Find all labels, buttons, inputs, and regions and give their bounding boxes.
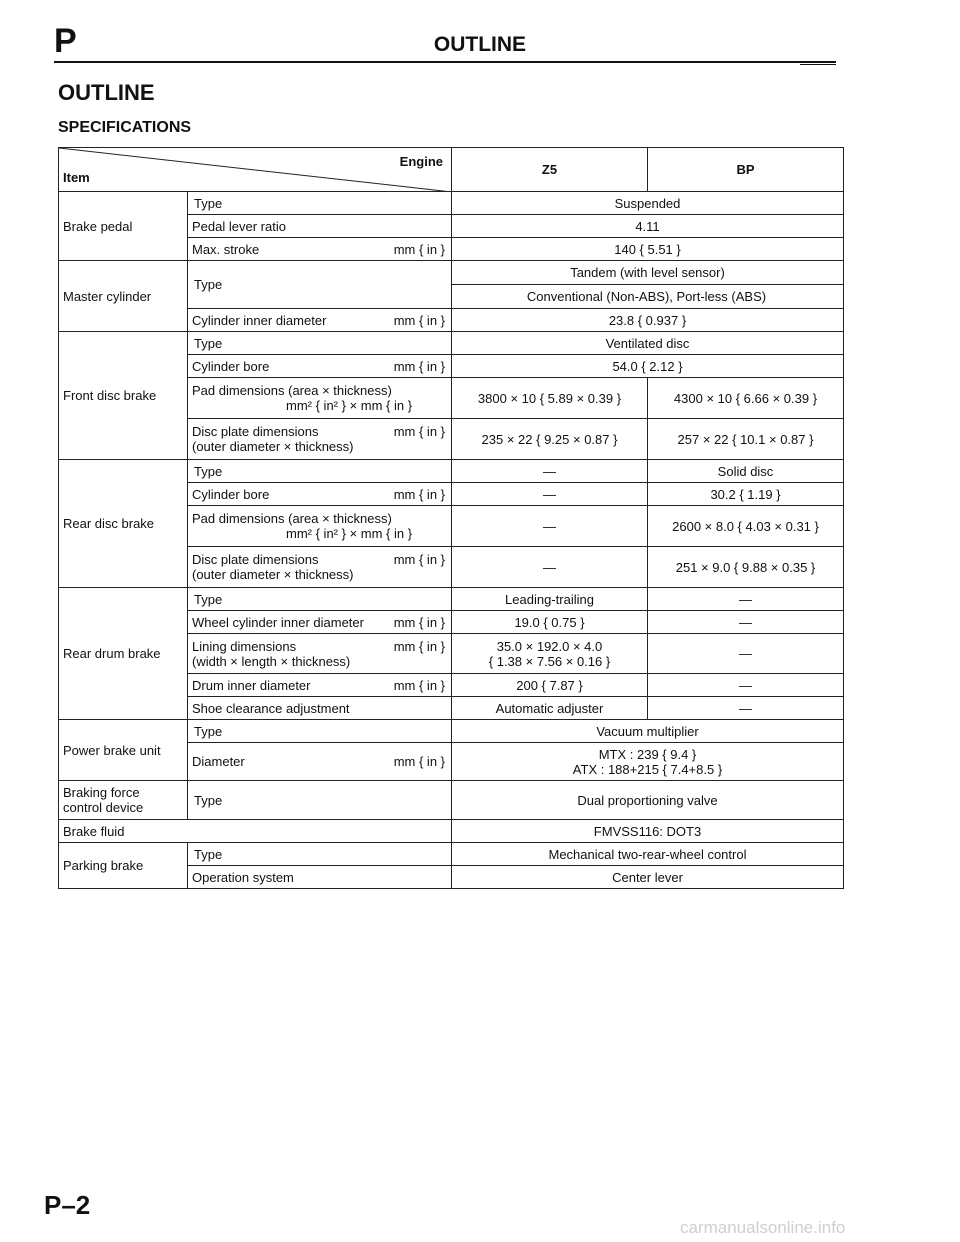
item-text: (outer diameter × thickness) xyxy=(192,439,354,454)
value-cell: 140 { 5.51 } xyxy=(452,238,844,261)
value-cell: Tandem (with level sensor) xyxy=(452,261,844,285)
unit-label: mm { in } xyxy=(393,241,445,257)
item-text: Diameter xyxy=(192,754,245,769)
item-text: Disc plate dimensions xyxy=(192,424,319,439)
page-title: OUTLINE xyxy=(58,80,155,105)
value-cell-bp: — xyxy=(648,588,844,611)
table-row xyxy=(59,843,844,866)
value-cell: Suspended xyxy=(452,192,844,215)
group-label: Rear disc brake xyxy=(59,460,188,588)
group-label: Rear drum brake xyxy=(59,588,188,720)
group-label: Front disc brake xyxy=(59,332,188,460)
table-row xyxy=(59,261,844,285)
item-label xyxy=(188,506,452,547)
value-cell xyxy=(452,743,844,781)
unit-label: mm { in } xyxy=(393,424,445,439)
item-label xyxy=(188,611,452,634)
section-letter: P xyxy=(54,22,77,60)
corner-cell xyxy=(59,148,452,192)
unit-label: mm { in } xyxy=(393,754,445,769)
item-label: Type xyxy=(188,261,452,309)
value-text: MTX : 239 { 9.4 } xyxy=(598,746,697,762)
item-text: Disc plate dimensions xyxy=(192,552,319,567)
value-text: ATX : 188+215 { 7.4+8.5 } xyxy=(572,761,723,777)
value-cell: Dual proportioning valve xyxy=(452,781,844,820)
item-label: Type xyxy=(188,588,452,611)
table-row xyxy=(59,460,844,483)
item-text: Max. stroke xyxy=(192,241,260,257)
value-cell-bp: 257 × 22 { 10.1 × 0.87 } xyxy=(648,419,844,460)
value-cell-z5: — xyxy=(452,506,648,547)
item-label xyxy=(188,309,452,332)
item-label: Type xyxy=(188,720,452,743)
col-bp-header: BP xyxy=(648,148,844,192)
unit-label: mm { in } xyxy=(393,614,445,630)
value-cell-z5: — xyxy=(452,547,648,588)
value-cell: 4.11 xyxy=(452,215,844,238)
value-cell-bp: 251 × 9.0 { 9.88 × 0.35 } xyxy=(648,547,844,588)
item-text: Pad dimensions (area × thickness) xyxy=(192,511,392,526)
unit-label: mm { in } xyxy=(393,358,445,374)
item-header: Item xyxy=(63,170,90,185)
value-cell-bp: 2600 × 8.0 { 4.03 × 0.31 } xyxy=(648,506,844,547)
col-z5-header: Z5 xyxy=(452,148,648,192)
value-cell: FMVSS116: DOT3 xyxy=(452,820,844,843)
item-text: Pad dimensions (area × thickness) xyxy=(192,383,392,398)
watermark: carmanualsonline.info xyxy=(680,1218,846,1237)
header-rule xyxy=(54,61,836,63)
value-cell-z5: — xyxy=(452,483,648,506)
value-cell-z5: 3800 × 10 { 5.89 × 0.39 } xyxy=(452,378,648,419)
table-row xyxy=(59,192,844,215)
unit-label: mm { in } xyxy=(393,552,445,567)
value-cell-bp: 4300 × 10 { 6.66 × 0.39 } xyxy=(648,378,844,419)
table-row xyxy=(59,781,844,820)
item-text: Cylinder bore xyxy=(192,486,270,502)
header-rule-tail xyxy=(800,64,836,65)
engine-header: Engine xyxy=(399,154,443,169)
page-header-title: OUTLINE xyxy=(433,33,527,56)
value-cell-z5 xyxy=(452,634,648,674)
item-label xyxy=(188,355,452,378)
item-label: Shoe clearance adjustment xyxy=(188,697,452,720)
unit-label: mm { in } xyxy=(393,486,445,502)
value-cell: Ventilated disc xyxy=(452,332,844,355)
item-label xyxy=(188,674,452,697)
item-label: Pedal lever ratio xyxy=(188,215,452,238)
table-row xyxy=(59,820,844,843)
group-label: Parking brake xyxy=(59,843,188,889)
specifications-table xyxy=(58,147,844,889)
unit-label: mm { in } xyxy=(393,638,445,654)
group-label: Brake fluid xyxy=(59,820,452,843)
item-label: Type xyxy=(188,332,452,355)
item-unit-text: mm² { in² } × mm { in } xyxy=(286,398,413,413)
value-cell-z5: — xyxy=(452,460,648,483)
value-cell-bp: — xyxy=(648,611,844,634)
value-cell-z5: 19.0 { 0.75 } xyxy=(452,611,648,634)
group-label: Master cylinder xyxy=(59,261,188,332)
group-label: Power brake unit xyxy=(59,720,188,781)
item-label: Type xyxy=(188,192,452,215)
item-label xyxy=(188,419,452,460)
value-text: 35.0 × 192.0 × 4.0 xyxy=(496,638,603,654)
item-label: Operation system xyxy=(188,866,452,889)
item-label xyxy=(188,378,452,419)
item-text: Cylinder inner diameter xyxy=(192,312,327,328)
item-text: (width × length × thickness) xyxy=(192,653,351,669)
group-text: Braking force xyxy=(63,785,140,800)
value-cell: 54.0 { 2.12 } xyxy=(452,355,844,378)
item-label xyxy=(188,634,452,674)
item-text: Lining dimensions xyxy=(192,638,297,654)
value-cell-bp: 30.2 { 1.19 } xyxy=(648,483,844,506)
item-text: Drum inner diameter xyxy=(192,677,311,693)
item-label xyxy=(188,743,452,781)
value-cell-bp: Solid disc xyxy=(648,460,844,483)
item-text: Cylinder bore xyxy=(192,358,270,374)
table-header-row xyxy=(59,148,844,192)
group-label xyxy=(59,781,188,820)
item-text: Wheel cylinder inner diameter xyxy=(192,614,364,630)
value-cell-z5: 235 × 22 { 9.25 × 0.87 } xyxy=(452,419,648,460)
item-label: Type xyxy=(188,781,452,820)
value-cell-z5: Automatic adjuster xyxy=(452,697,648,720)
unit-label: mm { in } xyxy=(393,312,445,328)
group-text: control device xyxy=(63,800,144,815)
item-label: Type xyxy=(188,460,452,483)
item-unit-text: mm² { in² } × mm { in } xyxy=(286,526,413,541)
section-title: SPECIFICATIONS xyxy=(58,119,192,136)
item-label: Type xyxy=(188,843,452,866)
value-cell: Mechanical two-rear-wheel control xyxy=(452,843,844,866)
value-text: { 1.38 × 7.56 × 0.16 } xyxy=(488,653,611,669)
value-cell-z5: 200 { 7.87 } xyxy=(452,674,648,697)
item-label xyxy=(188,238,452,261)
diagonal-line xyxy=(59,148,452,192)
group-label: Brake pedal xyxy=(59,192,188,261)
table-row xyxy=(59,720,844,743)
value-cell-bp: — xyxy=(648,697,844,720)
value-cell-bp: — xyxy=(648,674,844,697)
item-text: (outer diameter × thickness) xyxy=(192,567,354,582)
unit-label: mm { in } xyxy=(393,677,445,693)
value-cell: Vacuum multiplier xyxy=(452,720,844,743)
item-label xyxy=(188,547,452,588)
item-label xyxy=(188,483,452,506)
value-cell: Center lever xyxy=(452,866,844,889)
page-number: P–2 xyxy=(44,1190,91,1220)
value-cell-bp: — xyxy=(648,634,844,674)
table-row xyxy=(59,332,844,355)
value-cell: Conventional (Non-ABS), Port-less (ABS) xyxy=(452,285,844,309)
value-cell: 23.8 { 0.937 } xyxy=(452,309,844,332)
value-cell-z5: Leading-trailing xyxy=(452,588,648,611)
table-row xyxy=(59,588,844,611)
